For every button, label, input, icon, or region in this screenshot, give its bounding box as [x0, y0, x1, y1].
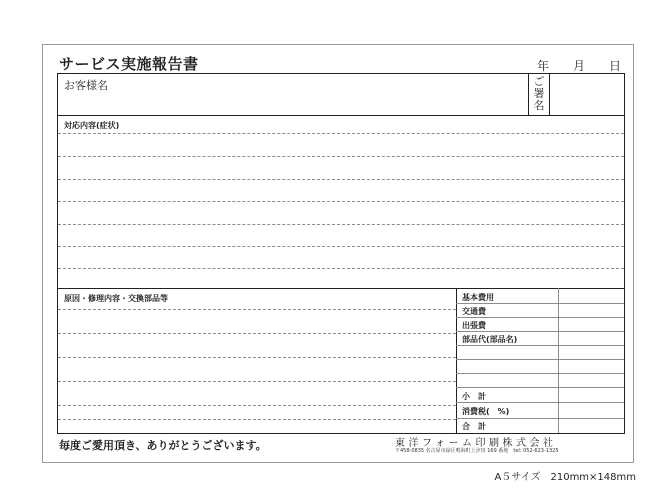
thank-you-message: 毎度ご愛用頂き、ありがとうございます。 — [59, 439, 267, 452]
cost-subtotal-label: 小 計 — [462, 392, 486, 401]
cost-parts-label: 部品代(部品名) — [462, 335, 518, 344]
cause-line — [58, 309, 456, 310]
report-form — [42, 44, 634, 463]
cause-line — [58, 357, 456, 358]
cost-table-inner-divider — [558, 288, 559, 433]
response-line — [58, 201, 624, 202]
cost-row-line — [456, 317, 624, 318]
response-line — [58, 133, 624, 134]
date-day-label: 日 — [609, 59, 622, 73]
date-year-label: 年 — [537, 59, 550, 73]
cause-line — [58, 333, 456, 334]
signature-right-divider — [549, 74, 550, 115]
cause-line — [58, 381, 456, 382]
cost-basic-label: 基本費用 — [462, 293, 494, 302]
response-line — [58, 268, 624, 269]
cost-row-line — [456, 359, 624, 360]
cost-row-line — [456, 387, 624, 388]
cost-total-label: 合 計 — [462, 422, 486, 431]
response-line — [58, 156, 624, 157]
cost-row-line — [456, 418, 624, 419]
cost-row-line — [456, 373, 624, 374]
cost-table-left-border — [456, 288, 457, 433]
cost-row-line — [456, 331, 624, 332]
date-month-label: 月 — [573, 59, 586, 73]
cause-line — [58, 419, 456, 420]
customer-name-label: お客様名 — [64, 79, 108, 92]
cost-travel-label: 出張費 — [462, 321, 486, 330]
signature-left-divider — [528, 74, 529, 115]
cost-transport-label: 交通費 — [462, 307, 486, 316]
cost-row-line — [456, 303, 624, 304]
company-address: 〒458-0835 名古屋市緑区鳴海町上汐田 169 番地 tel: 052-623-1325 — [395, 448, 559, 454]
cause-label: 原因・修理内容・交換部品等 — [64, 294, 168, 303]
signature-label: ご署名 — [533, 75, 545, 112]
form-title: サービス実施報告書 — [59, 55, 199, 73]
response-section-divider — [58, 288, 624, 289]
response-line — [58, 179, 624, 180]
response-line — [58, 246, 624, 247]
cost-row-line — [456, 345, 624, 346]
cost-tax-label: 消費税( %) — [462, 407, 510, 416]
response-line — [58, 224, 624, 225]
size-note: A５サイズ 210mm×148mm — [494, 472, 636, 483]
cause-line — [58, 405, 456, 406]
customer-row-divider — [58, 115, 624, 116]
company-name: 東洋フォーム印刷株式会社 — [395, 438, 557, 449]
response-label: 対応内容(症状) — [64, 121, 120, 130]
form-grid — [57, 73, 625, 434]
cost-row-line — [456, 402, 624, 403]
